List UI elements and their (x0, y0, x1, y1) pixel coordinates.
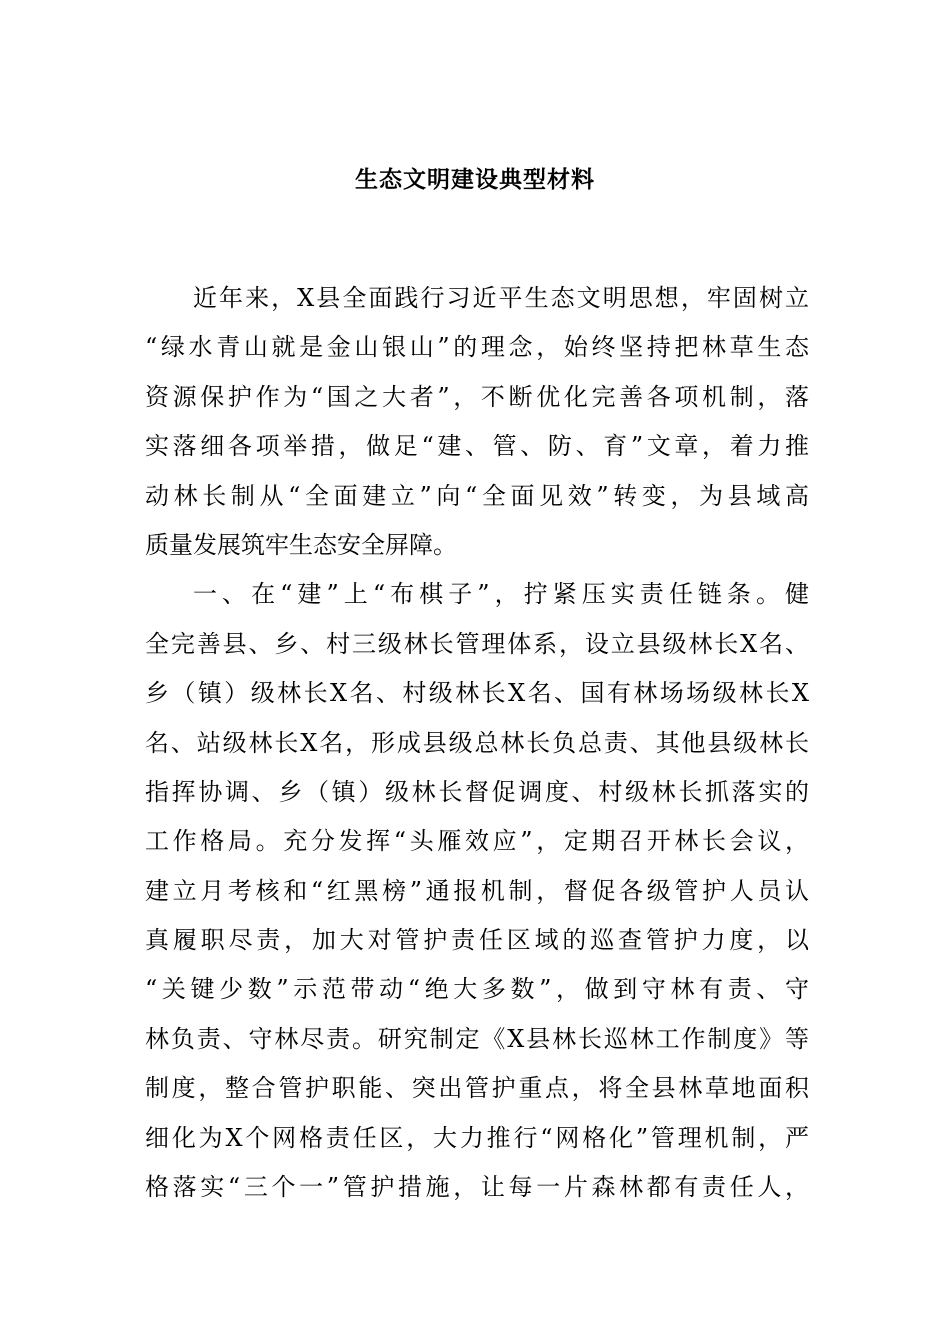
paragraph-2-line-11: 制度，整合管护职能、突出管护重点，将全县林草地面积 (145, 1074, 809, 1103)
paragraph-2-line-5: 指挥协调、乡（镇）级林长督促调度、村级林长抓落实的 (145, 777, 809, 806)
paragraph-1-line-3: 资源保护作为“国之大者”，不断优化完善各项机制，落 (145, 382, 809, 411)
document-title: 生态文明建设典型材料 (355, 167, 595, 193)
paragraph-2-line-13: 格落实“三个一”管护措施，让每一片森林都有责任人， (145, 1173, 809, 1202)
paragraph-2-line-9: “关键少数”示范带动“绝大多数”，做到守林有责、守 (145, 975, 809, 1004)
paragraph-2-line-4: 名、站级林长X名，形成县级总林长负总责、其他县级林长 (145, 728, 809, 757)
paragraph-2-line-8: 真履职尽责，加大对管护责任区域的巡查管护力度，以 (145, 926, 809, 955)
paragraph-2-line-6: 工作格局。充分发挥“头雁效应”，定期召开林长会议， (145, 827, 809, 856)
paragraph-2-line-12: 细化为X个网格责任区，大力推行“网格化”管理机制，严 (145, 1123, 809, 1152)
paragraph-1-line-4: 实落细各项举措，做足“建、管、防、育”文章，着力推 (145, 432, 809, 461)
paragraph-2-line-1: 一、在“建”上“布棋子”，拧紧压实责任链条。健 (193, 580, 809, 609)
paragraph-1-line-5: 动林长制从“全面建立”向“全面见效”转变，为县域高 (145, 481, 809, 510)
paragraph-1-line-6: 质量发展筑牢生态安全屏障。 (145, 530, 457, 559)
paragraph-2-line-10: 林负责、守林尽责。研究制定《X县林长巡林工作制度》等 (145, 1024, 809, 1053)
paragraph-2-line-3: 乡（镇）级林长X名、村级林长X名、国有林场场级林长X (145, 679, 809, 708)
document-body (145, 274, 809, 1212)
paragraph-2-line-2: 全完善县、乡、村三级林长管理体系，设立县级林长X名、 (145, 629, 809, 658)
paragraph-2-line-7: 建立月考核和“红黑榜”通报机制，督促各级管护人员认 (145, 876, 809, 905)
paragraph-1-line-2: “绿水青山就是金山银山”的理念，始终坚持把林草生态 (145, 333, 809, 362)
paragraph-1-line-1: 近年来，X县全面践行习近平生态文明思想，牢固树立 (193, 284, 809, 312)
